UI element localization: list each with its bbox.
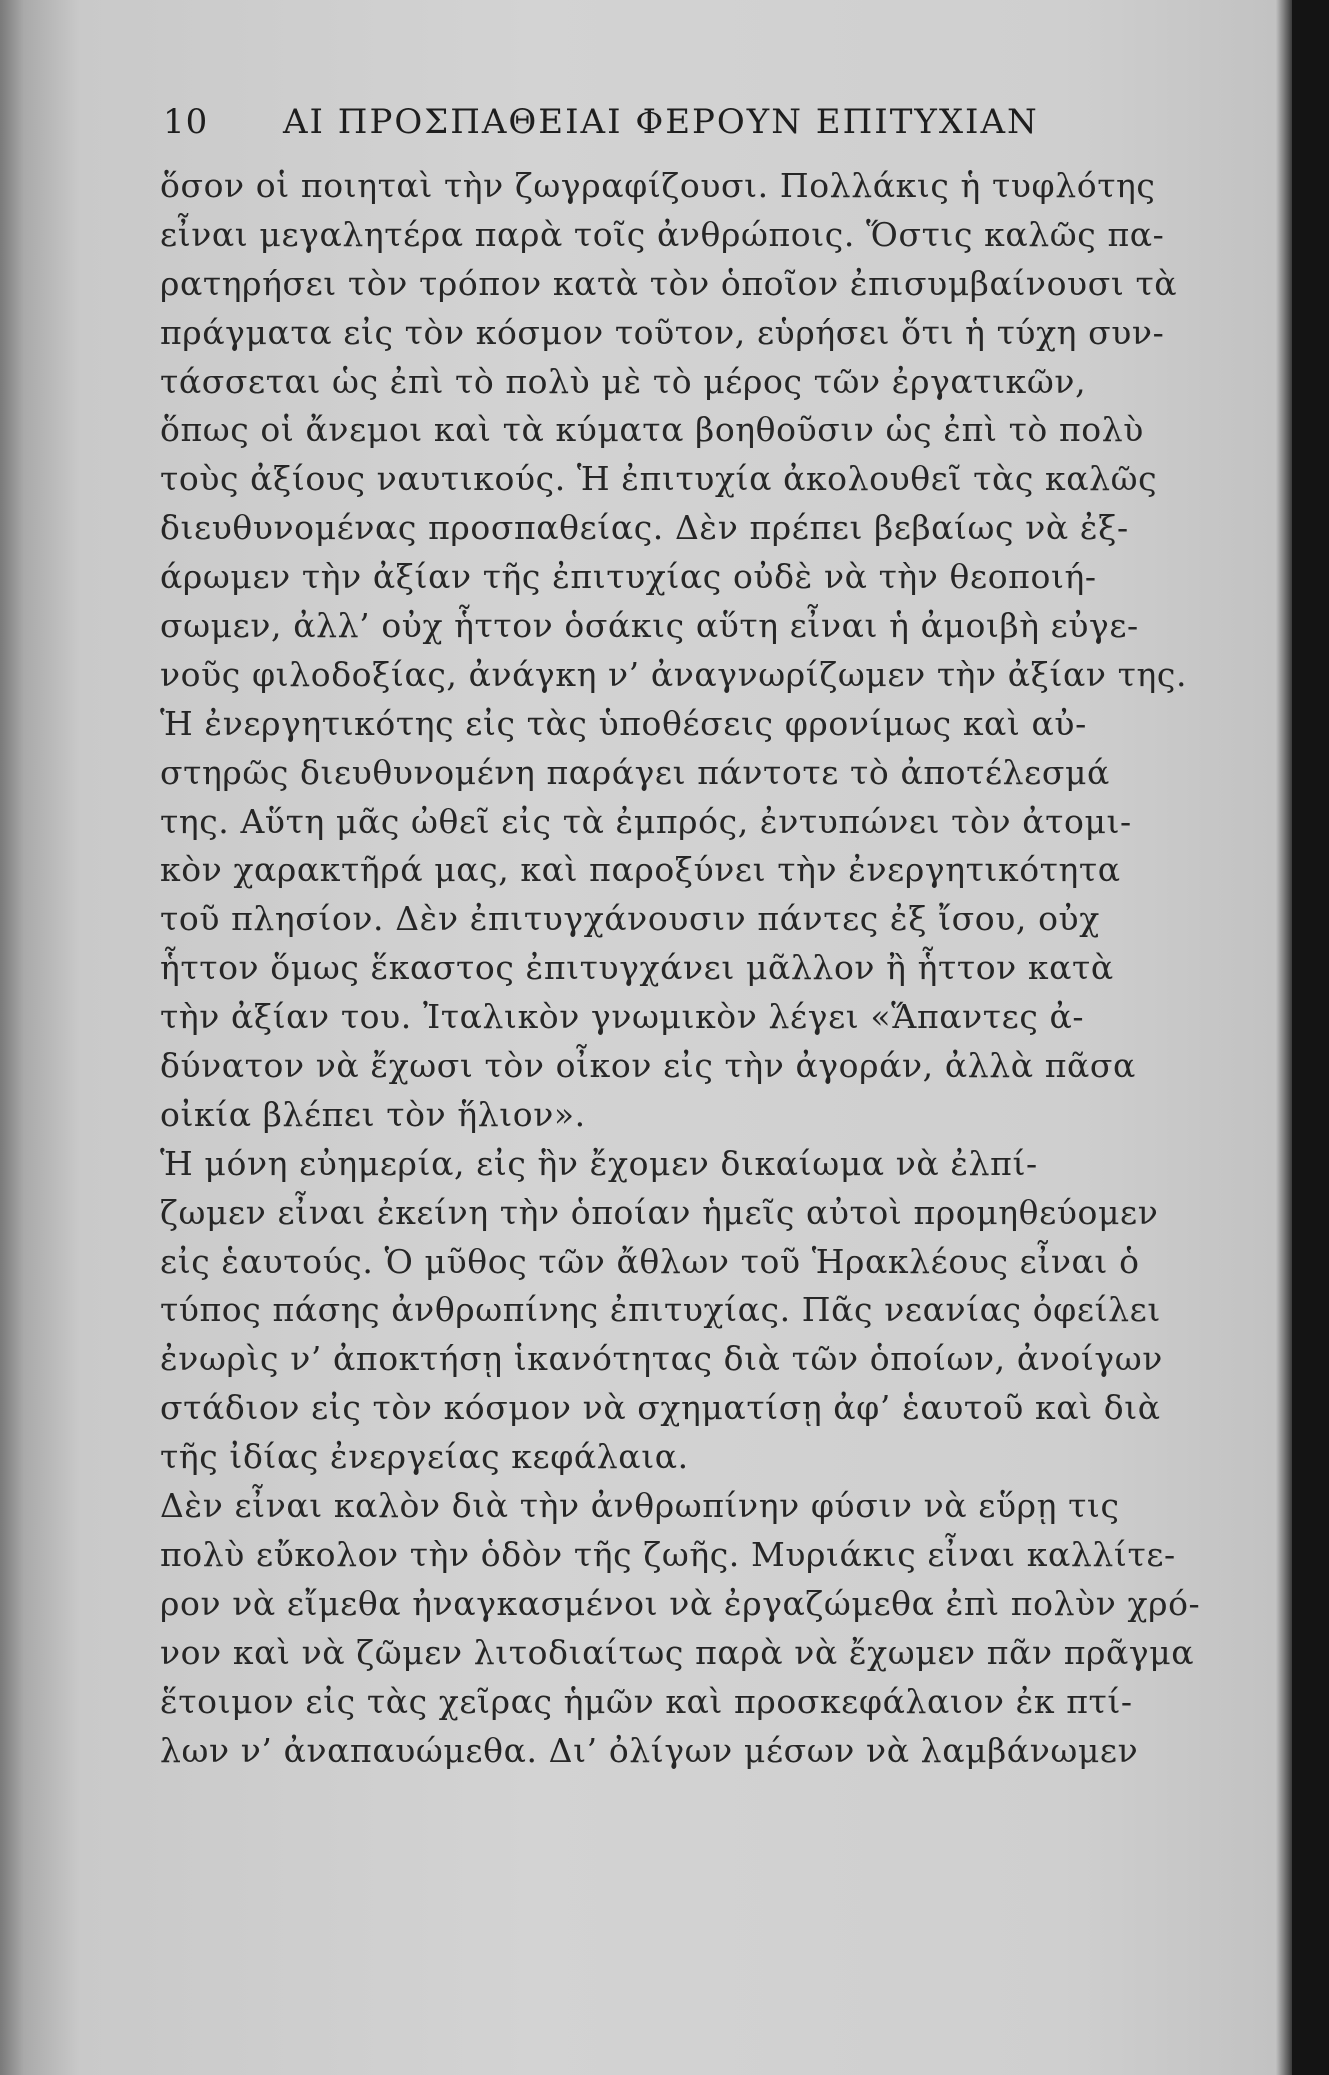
text-line: κὸν χαρακτῆρά μας, καὶ παροξύνει τὴν ἐνεργητικότητα: [160, 850, 1121, 890]
text-line: της. Αὕτη μᾶς ὠθεῖ εἰς τὰ ἐμπρός, ἐντυπώνει τὸν ἀτομι-: [160, 801, 1132, 841]
text-line: Ἡ μόνη εὐημερία, εἰς ἣν ἔχομεν δικαίωμα νὰ ἐλπί-: [160, 1143, 1038, 1183]
text-line: ὅσον οἱ ποιηταὶ τὴν ζωγραφίζουσι. Πολλάκις ἡ τυφλότης: [160, 166, 1156, 205]
text-line: ἕτοιμον εἰς τὰς χεῖρας ἡμῶν καὶ προσκεφάλαιον ἐκ πτί-: [160, 1681, 1133, 1721]
text-line: τοὺς ἀξίους ναυτικούς. Ἡ ἐπιτυχία ἀκολουθεῖ τὰς καλῶς: [160, 459, 1158, 499]
text-line: στηρῶς διευθυνομένη παράγει πάντοτε τὸ ἀποτέλεσμά: [160, 752, 1110, 792]
text-line: ρον νὰ εἴμεθα ἠναγκασμένοι νὰ ἐργαζώμεθα ἐπὶ πολὺν χρό-: [160, 1583, 1201, 1623]
text-line: ἧττον ὅμως ἕκαστος ἐπιτυγχάνει μᾶλλον ἢ ἧττον κατὰ: [160, 948, 1114, 988]
text-line: ὅπως οἱ ἄνεμοι καὶ τὰ κύματα βοηθοῦσιν ὡς ἐπὶ τὸ πολὺ: [160, 410, 1144, 450]
text-line: τοῦ πλησίον. Δὲν ἐπιτυγχάνουσιν πάντες ἐξ ἴσου, οὐχ: [160, 899, 1100, 939]
text-line: πράγματα εἰς τὸν κόσμον τοῦτον, εὑρήσει ὅτι ἡ τύχη συν-: [160, 312, 1165, 352]
text-line: εἶναι μεγαλητέρα παρὰ τοῖς ἀνθρώποις. Ὅστις καλῶς πα-: [160, 214, 1165, 254]
text-line: νον καὶ νὰ ζῶμεν λιτοδιαίτως παρὰ νὰ ἔχωμεν πᾶν πρᾶγμα: [160, 1632, 1195, 1672]
text-line: Ἡ ἐνεργητικότης εἰς τὰς ὑποθέσεις φρονίμως καὶ αὐ-: [160, 703, 1087, 743]
text-line: εἰς ἑαυτούς. Ὁ μῦθος τῶν ἄθλων τοῦ Ἡρακλέους εἶναι ὁ: [160, 1241, 1140, 1281]
text-line: σωμεν, ἀλλ’ οὐχ ἧττον ὁσάκις αὕτη εἶναι ἡ ἀμοιβὴ εὐγε-: [160, 606, 1139, 646]
body-text: [160, 162, 1205, 1775]
page-number: 10: [163, 102, 209, 142]
text-line: λων ν’ ἀναπαυώμεθα. Δι’ ὀλίγων μέσων νὰ λαμβάνωμεν: [160, 1730, 1139, 1770]
text-line: πολὺ εὔκολον τὴν ὁδὸν τῆς ζωῆς. Μυριάκις εἶναι καλλίτε-: [160, 1534, 1176, 1574]
text-line: στάδιον εἰς τὸν κόσμον νὰ σχηματίσῃ ἀφ’ ἑαυτοῦ καὶ διὰ: [160, 1388, 1161, 1428]
text-line: τάσσεται ὡς ἐπὶ τὸ πολὺ μὲ τὸ μέρος τῶν ἐργατικῶν,: [160, 361, 1087, 401]
page-edge-shadow: [1292, 0, 1329, 2075]
text-line: οἰκία βλέπει τὸν ἥλιον».: [160, 1094, 586, 1134]
text-line: διευθυνομένας προσπαθείας. Δὲν πρέπει βεβαίως νὰ ἐξ-: [160, 508, 1129, 548]
running-head: ΑΙ ΠΡΟΣΠΑΘΕΙΑΙ ΦΕΡΟΥΝ ΕΠΙΤΥΧΙΑΝ: [283, 102, 1039, 142]
text-line: ἐνωρὶς ν’ ἀποκτήσῃ ἱκανότητας διὰ τῶν ὁποίων, ἀνοίγων: [160, 1339, 1163, 1379]
text-line: ρατηρήσει τὸν τρόπον κατὰ τὸν ὁποῖον ἐπισυμβαίνουσι τὰ: [160, 263, 1178, 303]
text-line: άρωμεν τὴν ἀξίαν τῆς ἐπιτυχίας οὐδὲ νὰ τὴν θεοποιή-: [160, 557, 1097, 597]
text-line: ζωμεν εἶναι ἐκείνη τὴν ὁποίαν ἡμεῖς αὐτοὶ προμηθεύομεν: [160, 1192, 1159, 1232]
text-line: τύπος πάσης ἀνθρωπίνης ἐπιτυχίας. Πᾶς νεανίας ὀφείλει: [160, 1290, 1161, 1330]
text-line: τὴν ἀξίαν του. Ἰταλικὸν γνωμικὸν λέγει «Ἅπαντες ἀ-: [160, 997, 1085, 1037]
page-header: [163, 102, 1083, 152]
text-line: νοῦς φιλοδοξίας, ἀνάγκη ν’ ἀναγνωρίζωμεν τὴν ἀξίαν της.: [160, 654, 1188, 694]
text-line: τῆς ἰδίας ἐνεργείας κεφάλαια.: [160, 1437, 689, 1477]
text-line: Δὲν εἶναι καλὸν διὰ τὴν ἀνθρωπίνην φύσιν νὰ εὕρῃ τις: [160, 1486, 1120, 1526]
text-line: δύνατον νὰ ἔχωσι τὸν οἶκον εἰς τὴν ἀγοράν, ἀλλὰ πᾶσα: [160, 1046, 1136, 1086]
